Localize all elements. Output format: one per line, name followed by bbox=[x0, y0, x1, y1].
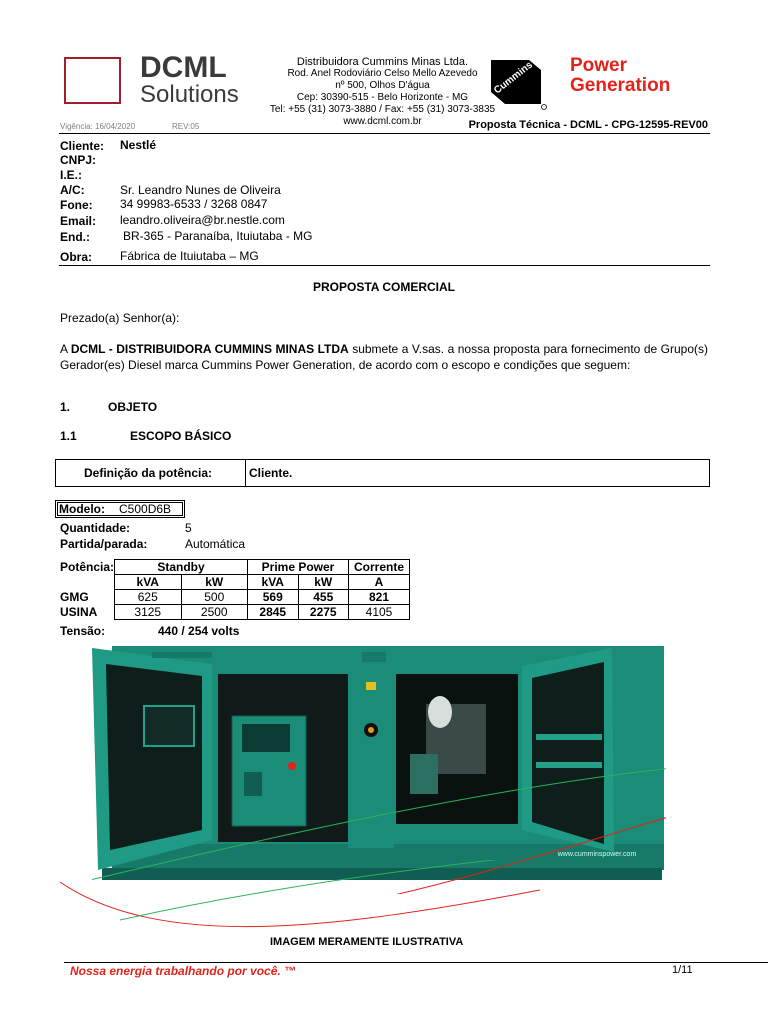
unit-prime-kw: kW bbox=[298, 575, 349, 590]
fone-label: Fone: bbox=[60, 198, 93, 212]
power-definition-box bbox=[55, 459, 710, 487]
warning-label-icon bbox=[366, 682, 376, 690]
greeting: Prezado(a) Senhor(a): bbox=[60, 311, 180, 325]
cummins-logo-text: Cummins bbox=[492, 59, 535, 97]
table-cell: 455 bbox=[298, 590, 349, 605]
group-corrente: Corrente bbox=[349, 560, 410, 575]
right-door-panel bbox=[532, 662, 604, 844]
header-divider bbox=[59, 133, 710, 134]
fone-value: 34 99983-6533 / 3268 0847 bbox=[120, 197, 268, 211]
section-1-number: 1. bbox=[60, 400, 71, 414]
intro-prefix: A bbox=[60, 342, 71, 356]
endereco-label: End.: bbox=[60, 230, 90, 244]
address-line-2: nº 500, Olhos D'água bbox=[335, 80, 430, 91]
dcml-logo-subtext: Solutions bbox=[140, 81, 239, 108]
dcml-logo-square bbox=[64, 57, 121, 104]
row-label-gmg: GMG bbox=[60, 590, 89, 604]
address-line-3: Cep: 30390-515 - Belo Horizonte - MG bbox=[296, 92, 469, 103]
footer-divider bbox=[64, 962, 768, 963]
ac-label: A/C: bbox=[60, 183, 85, 197]
power-table bbox=[58, 559, 410, 620]
cnpj-label: CNPJ: bbox=[60, 153, 97, 167]
proposal-reference: Proposta Técnica - DCML - CPG-12595-REV00 bbox=[468, 119, 708, 131]
company-name: Distribuidora Cummins Minas Ltda. bbox=[296, 56, 469, 68]
address-line-1: Rod. Anel Rodoviário Celso Mello Azevedo bbox=[287, 68, 478, 79]
row-label-usina: USINA bbox=[60, 605, 98, 619]
phone-line: Tel: +55 (31) 3073-3880 / Fax: +55 (31) 3073-3835 bbox=[269, 104, 496, 115]
email-value: leandro.oliveira@br.nestle.com bbox=[120, 213, 285, 227]
table-cell: 4105 bbox=[349, 605, 410, 620]
dcml-logo-text: DCML bbox=[140, 51, 227, 84]
ac-value: Sr. Leandro Nunes de Oliveira bbox=[120, 183, 281, 197]
table-cell: 569 bbox=[248, 590, 299, 605]
voltage-value: 440 / 254 volts bbox=[158, 624, 240, 638]
power-label: Potência: bbox=[60, 560, 115, 574]
model-value: C500D6B bbox=[119, 502, 172, 516]
email-label: Email: bbox=[60, 214, 97, 228]
page-title: PROPOSTA COMERCIAL bbox=[312, 280, 455, 294]
table-cell: 821 bbox=[349, 590, 410, 605]
unit-standby-kw: kW bbox=[181, 575, 248, 590]
group-standby: Standby bbox=[115, 560, 248, 575]
left-door-panel bbox=[106, 664, 202, 850]
endereco-value: BR-365 - Paranaíba, Ituiutaba - MG bbox=[123, 229, 313, 243]
obra-value: Fábrica de Ituiutaba – MG bbox=[120, 249, 259, 263]
power-definition-value: Cliente. bbox=[249, 466, 293, 480]
start-stop-label: Partida/parada: bbox=[60, 537, 148, 551]
unit-standby-kva: kVA bbox=[115, 575, 182, 590]
section-1-1-number: 1.1 bbox=[60, 429, 77, 443]
voltage-label: Tensão: bbox=[60, 624, 106, 638]
table-cell: 625 bbox=[115, 590, 182, 605]
cummins-logo-icon bbox=[487, 56, 547, 110]
table-cell: 2500 bbox=[181, 605, 248, 620]
intro-rest: submete a V.sas. a nossa proposta para fornecimento de Grupo(s) Gerador(es) Diesel marca Cummins Power Generation, de acordo com o escopo e condições que seguem: bbox=[60, 342, 708, 372]
emergency-stop-icon bbox=[288, 762, 296, 770]
revision-number: REV:05 bbox=[172, 122, 200, 131]
air-filter-icon bbox=[428, 696, 452, 728]
intro-paragraph bbox=[60, 341, 708, 373]
table-cell: 500 bbox=[181, 590, 248, 605]
power-definition-label: Definição da potência: bbox=[84, 466, 213, 480]
power-table-row bbox=[58, 590, 410, 605]
quantity-value: 5 bbox=[185, 521, 192, 535]
table-cell: 2275 bbox=[298, 605, 349, 620]
company-address-block bbox=[245, 56, 520, 128]
footer-slogan: Nossa energia trabalhando por você. ™ bbox=[70, 964, 297, 978]
intro-company: DCML - DISTRIBUIDORA CUMMINS MINAS LTDA bbox=[70, 342, 349, 356]
obra-label: Obra: bbox=[60, 250, 93, 264]
page-number: 1/11 bbox=[672, 964, 693, 976]
ie-label: I.E.: bbox=[60, 168, 83, 182]
power-generation-logo bbox=[570, 56, 670, 96]
section-1-1-title: ESCOPO BÁSICO bbox=[130, 429, 232, 443]
image-watermark: www.cumminspower.com bbox=[557, 851, 637, 858]
model-box bbox=[55, 500, 185, 518]
power-table-group-row bbox=[58, 560, 410, 575]
table-cell: 2845 bbox=[248, 605, 299, 620]
power-table-row bbox=[58, 605, 410, 620]
power-generation-word-2: Generation bbox=[570, 75, 671, 96]
power-definition-divider bbox=[245, 460, 246, 486]
section-1-title: OBJETO bbox=[108, 400, 158, 414]
image-caption: IMAGEM MERAMENTE ILUSTRATIVA bbox=[270, 936, 464, 948]
control-display bbox=[242, 724, 290, 752]
generator-image bbox=[92, 644, 666, 894]
website: www.dcml.com.br bbox=[343, 116, 422, 127]
quantity-label: Quantidade: bbox=[60, 521, 131, 535]
table-cell: 3125 bbox=[115, 605, 182, 620]
power-generation-word-1: Power bbox=[570, 55, 628, 76]
cliente-label: Cliente: bbox=[60, 139, 105, 153]
model-label: Modelo: bbox=[59, 502, 105, 516]
power-table-unit-row bbox=[58, 575, 410, 590]
unit-corrente-a: A bbox=[349, 575, 410, 590]
vigencia-date: Vigência: 16/04/2020 bbox=[60, 122, 136, 131]
start-stop-value: Automática bbox=[185, 537, 246, 551]
group-prime-power: Prime Power bbox=[248, 560, 349, 575]
client-divider bbox=[59, 265, 710, 266]
cliente-value: Nestlé bbox=[120, 138, 157, 152]
unit-prime-kva: kVA bbox=[248, 575, 299, 590]
